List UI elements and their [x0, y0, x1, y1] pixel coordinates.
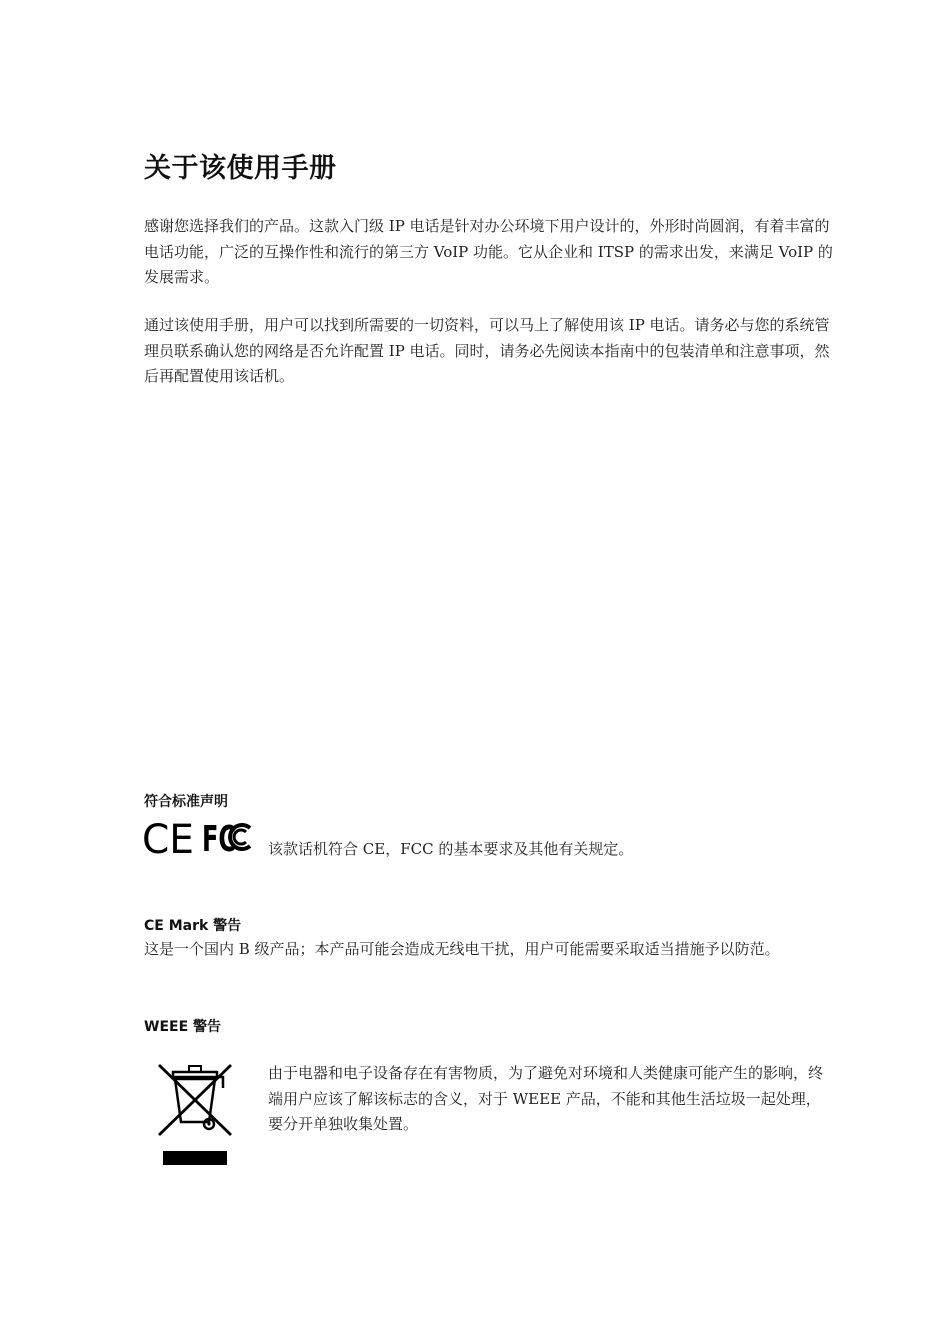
ce-fcc-logo-icon	[142, 818, 254, 856]
intro-paragraph-2: 通过该使用手册，用户可以找到所需要的一切资料，可以马上了解使用该 IP 电话。请务必与您的系统管理员联系确认您的网络是否允许配置 IP 电话。同时，请务必先阅读本指南中的包装清单和注意事项，然后再配置使用该话机。	[144, 316, 830, 385]
ce-logo: CE	[142, 818, 194, 856]
fcc-logo: FC	[202, 819, 236, 856]
ce-mark-heading: CE Mark 警告	[144, 918, 242, 934]
weee-heading: WEEE 警告	[144, 1019, 222, 1035]
compliance-statement: 该款话机符合 CE，FCC 的基本要求及其他有关规定。	[268, 840, 634, 858]
intro-paragraph-1: 感谢您选择我们的产品。这款入门级 IP 电话是针对办公环境下用户设计的，外形时尚圆润，有着丰富的电话功能，广泛的互操作性和流行的第三方 VoIP 功能。它从企业和 ITSP 的需求出发，来满足 VoIP 的发展需求。	[144, 217, 833, 286]
page-title: 关于该使用手册	[144, 153, 337, 184]
weee-warning-text: 由于电器和电子设备存在有害物质，为了避免对环境和人类健康可能产生的影响，终端用户应该了解该标志的含义，对于 WEEE 产品，不能和其他生活垃圾一起处理，要分开单独收集处置。	[268, 1064, 824, 1133]
crossed-out-wheelie-bin-icon	[153, 1060, 237, 1168]
ce-mark-warning-text: 这是一个国内 B 级产品；本产品可能会造成无线电干扰，用户可能需要采取适当措施予以防范。	[144, 940, 780, 958]
compliance-heading: 符合标准声明	[144, 794, 228, 810]
